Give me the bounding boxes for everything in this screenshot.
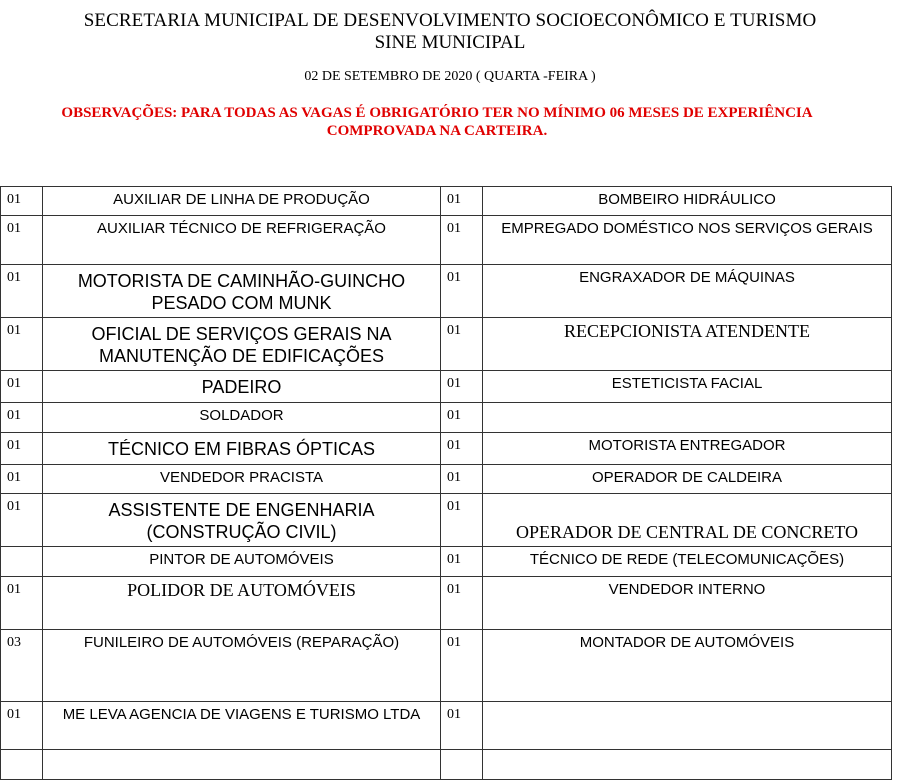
vacancy-count: 01 — [441, 187, 483, 216]
vacancy-count — [441, 750, 483, 780]
job-title: BOMBEIRO HIDRÁULICO — [483, 187, 892, 216]
vacancy-count: 01 — [441, 630, 483, 702]
job-title: FUNILEIRO DE AUTOMÓVEIS (REPARAÇÃO) — [43, 630, 441, 702]
table-row — [1, 630, 892, 702]
job-title: ME LEVA AGENCIA DE VIAGENS E TURISMO LTDA — [43, 702, 441, 750]
vacancy-count: 01 — [441, 371, 483, 403]
job-title: ENGRAXADOR DE MÁQUINAS — [483, 265, 892, 318]
document-date: 02 DE SETEMBRO DE 2020 ( QUARTA -FEIRA ) — [304, 69, 596, 84]
department-title: SECRETARIA MUNICIPAL DE DESENVOLVIMENTO SOCIOECONÔMICO E TURISMO — [83, 10, 817, 31]
table-row — [1, 465, 892, 494]
vacancy-count: 01 — [1, 433, 43, 465]
job-title: PADEIRO — [43, 371, 441, 403]
table-row — [1, 750, 892, 780]
vacancy-count: 01 — [441, 577, 483, 630]
agency-title: SINE MUNICIPAL — [374, 32, 526, 53]
table-row — [1, 187, 892, 216]
vacancy-count: 01 — [441, 547, 483, 577]
job-title: TÉCNICO EM FIBRAS ÓPTICAS — [43, 433, 441, 465]
vacancy-count: 01 — [441, 465, 483, 494]
job-title: PINTOR DE AUTOMÓVEIS — [43, 547, 441, 577]
table-row — [1, 433, 892, 465]
job-title: ASSISTENTE DE ENGENHARIA (CONSTRUÇÃO CIVIL) — [43, 494, 441, 547]
table-row — [1, 216, 892, 265]
vacancy-count: 01 — [1, 577, 43, 630]
table-row — [1, 702, 892, 750]
table-row — [1, 403, 892, 433]
vacancy-count: 01 — [441, 494, 483, 547]
table-row — [1, 318, 892, 371]
job-title — [483, 750, 892, 780]
job-title: OPERADOR DE CALDEIRA — [483, 465, 892, 494]
job-title — [43, 750, 441, 780]
job-title: VENDEDOR PRACISTA — [43, 465, 441, 494]
vacancy-count: 01 — [1, 403, 43, 433]
vacancy-count: 01 — [1, 371, 43, 403]
vacancy-count: 01 — [441, 403, 483, 433]
vacancy-count: 01 — [1, 318, 43, 371]
vacancy-count — [1, 750, 43, 780]
vacancy-count — [1, 547, 43, 577]
vacancy-count: 01 — [441, 318, 483, 371]
table-row — [1, 547, 892, 577]
vacancy-count: 01 — [1, 702, 43, 750]
job-title: SOLDADOR — [43, 403, 441, 433]
job-title: TÉCNICO DE REDE (TELECOMUNICAÇÕES) — [483, 547, 892, 577]
job-title: ESTETICISTA FACIAL — [483, 371, 892, 403]
job-title — [483, 403, 892, 433]
job-title: EMPREGADO DOMÉSTICO NOS SERVIÇOS GERAIS — [483, 216, 892, 265]
vacancy-count: 01 — [441, 702, 483, 750]
vacancy-count: 01 — [441, 216, 483, 265]
vacancy-count: 01 — [1, 265, 43, 318]
table-row — [1, 494, 892, 547]
job-title: OFICIAL DE SERVIÇOS GERAIS NA MANUTENÇÃO DE EDIFICAÇÕES — [43, 318, 441, 371]
vacancy-count: 01 — [1, 216, 43, 265]
vacancy-count: 01 — [1, 494, 43, 547]
job-title: MOTORISTA DE CAMINHÃO-GUINCHO PESADO COM MUNK — [43, 265, 441, 318]
observation-notice: OBSERVAÇÕES: PARA TODAS AS VAGAS É OBRIGATÓRIO TER NO MÍNIMO 06 MESES DE EXPERIÊNCIA COMPROVADA NA CARTEIRA. — [61, 105, 813, 139]
table-row — [1, 371, 892, 403]
job-title: AUXILIAR DE LINHA DE PRODUÇÃO — [43, 187, 441, 216]
job-title: MONTADOR DE AUTOMÓVEIS — [483, 630, 892, 702]
job-title: POLIDOR DE AUTOMÓVEIS — [43, 577, 441, 630]
job-title: RECEPCIONISTA ATENDENTE — [483, 318, 892, 371]
job-title — [483, 702, 892, 750]
table-row — [1, 577, 892, 630]
vacancy-count: 03 — [1, 630, 43, 702]
job-title: AUXILIAR TÉCNICO DE REFRIGERAÇÃO — [43, 216, 441, 265]
job-vacancies-table — [0, 186, 892, 780]
vacancy-count: 01 — [441, 265, 483, 318]
table-row — [1, 265, 892, 318]
document-header — [0, 10, 900, 140]
job-title: MOTORISTA ENTREGADOR — [483, 433, 892, 465]
vacancy-count: 01 — [1, 187, 43, 216]
vacancy-count: 01 — [441, 433, 483, 465]
vacancy-count: 01 — [1, 465, 43, 494]
job-title: VENDEDOR INTERNO — [483, 577, 892, 630]
job-title: OPERADOR DE CENTRAL DE CONCRETO — [483, 494, 892, 547]
